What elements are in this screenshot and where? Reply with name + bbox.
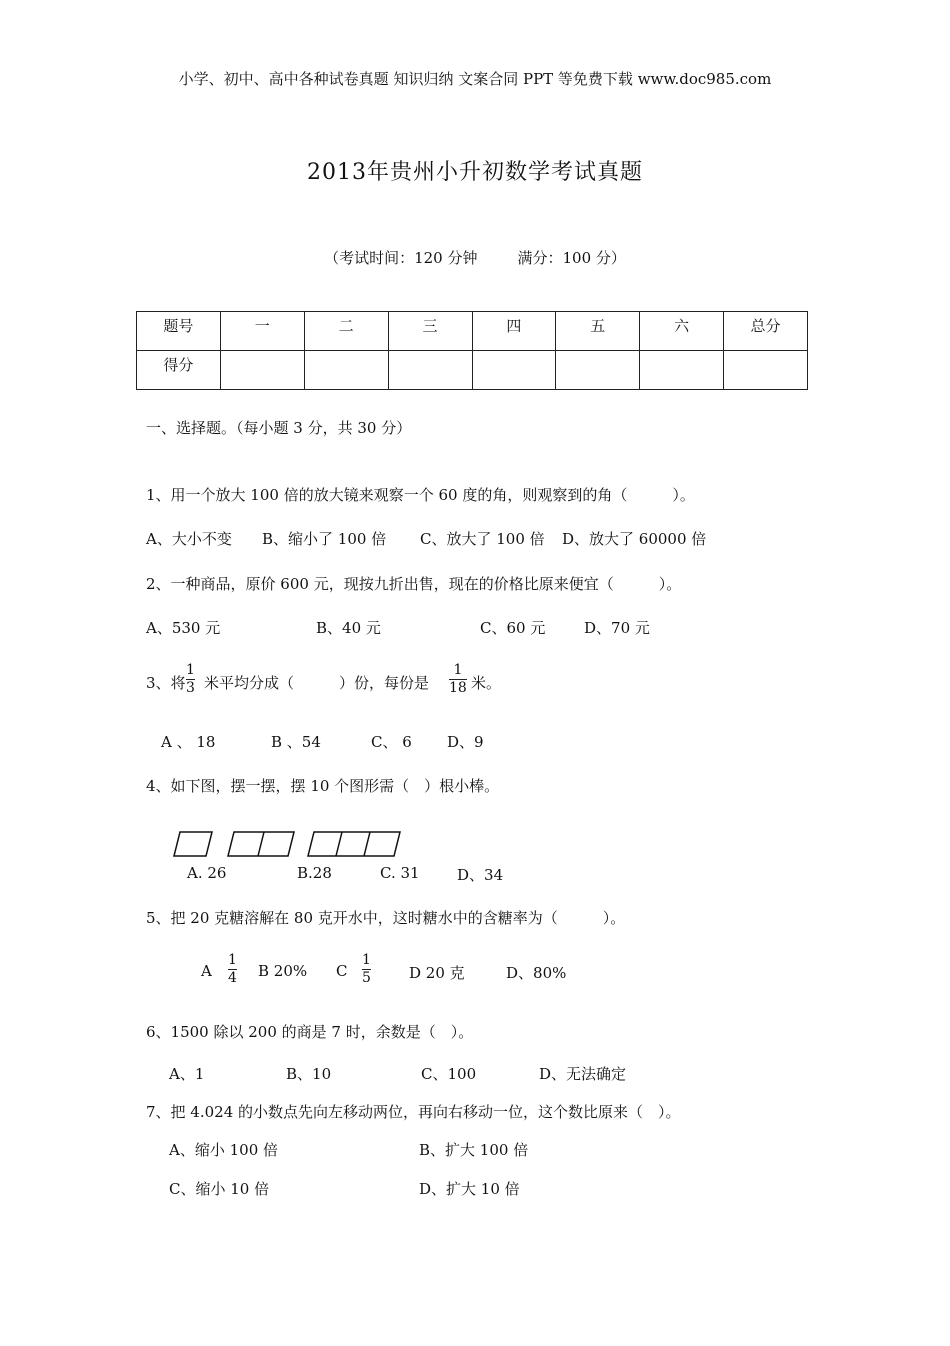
q3-fraction-2-denominator: 18: [449, 680, 467, 696]
q3-fraction-1: [186, 662, 195, 697]
q3-option-d: D、9: [447, 733, 484, 751]
q5-option-c-fraction: [362, 952, 371, 987]
q7-option-c: C、缩小 10 倍: [169, 1180, 270, 1198]
stick-line: [336, 832, 342, 856]
q3-fraction-1-denominator: 3: [186, 680, 195, 696]
score-cell: [724, 351, 808, 390]
q5-option-c: C: [336, 962, 348, 980]
q3-option-c: C、 6: [371, 733, 412, 751]
question-1: 1、用一个放大 100 倍的放大镜来观察一个 60 度的角，则观察到的角（ ）。: [146, 486, 695, 504]
exam-time: （考试时间：120 分钟: [324, 249, 478, 267]
q4-option-b: B.28: [297, 864, 332, 882]
q5-option-b: B 20%: [258, 962, 308, 980]
exam-full-score: 满分：100 分）: [517, 249, 626, 267]
score-cell: [640, 351, 724, 390]
score-head-cell: 三: [388, 312, 472, 351]
exam-meta: [0, 247, 950, 268]
score-head-cell: 题号: [137, 312, 221, 351]
q5-c-numerator: 1: [362, 952, 371, 968]
q2-option-b: B、40 元: [316, 619, 381, 637]
q3-fraction-1-numerator: 1: [186, 662, 195, 678]
q5-a-denominator: 4: [228, 970, 237, 986]
stick-line: [258, 832, 264, 856]
q6-option-b: B、10: [286, 1065, 332, 1083]
score-cell: [220, 351, 304, 390]
q7-option-a: A、缩小 100 倍: [169, 1141, 278, 1159]
q4-option-d: D、34: [457, 866, 504, 884]
question-3-pre: 3、将: [146, 674, 186, 692]
question-3-post: 米。: [471, 674, 502, 692]
q4-option-c: C. 31: [380, 864, 420, 882]
question-2: 2、一种商品，原价 600 元，现按九折出售，现在的价格比原来便宜（ ）。: [146, 575, 682, 593]
q5-option-e: D、80%: [506, 964, 567, 982]
q1-option-c: C、放大了 100 倍: [420, 530, 545, 548]
score-table: [136, 311, 808, 390]
question-3-mid: 米平均分成（ ）份，每份是: [204, 674, 430, 692]
q5-c-denominator: 5: [362, 970, 371, 986]
parallelogram-figure: [170, 828, 406, 858]
question-4: 4、如下图，摆一摆，摆 10 个图形需（ ）根小棒。: [146, 777, 500, 795]
score-cell: [388, 351, 472, 390]
q1-option-d: D、放大了 60000 倍: [562, 530, 707, 548]
q3-fraction-2-numerator: 1: [453, 662, 463, 678]
q5-a-numerator: 1: [228, 952, 237, 968]
q6-option-d: D、无法确定: [539, 1065, 627, 1083]
q1-option-a: A、大小不变: [146, 530, 232, 548]
score-table-header-row: [137, 312, 808, 351]
q5-option-d: D 20 克: [409, 964, 465, 982]
q2-option-c: C、60 元: [480, 619, 546, 637]
q6-option-a: A、1: [169, 1065, 205, 1083]
q1-option-b: B、缩小了 100 倍: [262, 530, 387, 548]
question-7: 7、把 4.024 的小数点先向左移动两位，再向右移动一位，这个数比原来（ ）。: [146, 1103, 681, 1121]
parallelogram-1: [174, 832, 212, 856]
page-header: 小学、初中、高中各种试卷真题 知识归纳 文案合同 PPT 等免费下载 www.doc985.com: [178, 70, 772, 88]
score-row-label: 得分: [137, 351, 221, 390]
q2-option-a: A、530 元: [146, 619, 221, 637]
q6-option-c: C、100: [421, 1065, 477, 1083]
q5-option-a-fraction: [228, 952, 237, 987]
score-head-cell: 四: [472, 312, 556, 351]
stick-line: [364, 832, 370, 856]
score-cell: [556, 351, 640, 390]
score-cell: [472, 351, 556, 390]
score-head-cell: 总分: [724, 312, 808, 351]
q7-option-d: D、扩大 10 倍: [419, 1180, 520, 1198]
score-head-cell: 二: [304, 312, 388, 351]
question-5: 5、把 20 克糖溶解在 80 克开水中，这时糖水中的含糖率为（ ）。: [146, 909, 626, 927]
q3-option-a: A 、 18: [161, 733, 216, 751]
q3-option-b: B 、54: [271, 733, 321, 751]
section-heading: 一、选择题。（每小题 3 分，共 30 分）: [146, 419, 412, 437]
q2-option-d: D、70 元: [584, 619, 650, 637]
question-6: 6、1500 除以 200 的商是 7 时，余数是（ ）。: [146, 1023, 474, 1041]
score-cell: [304, 351, 388, 390]
score-head-cell: 五: [556, 312, 640, 351]
score-head-cell: 六: [640, 312, 724, 351]
q5-option-a: A: [201, 962, 212, 980]
page-title: 2013年贵州小升初数学考试真题: [307, 160, 643, 185]
parallelogram-3: [308, 832, 400, 856]
score-head-cell: 一: [220, 312, 304, 351]
q7-option-b: B、扩大 100 倍: [419, 1141, 529, 1159]
score-table-score-row: [137, 351, 808, 390]
q3-fraction-2: [449, 662, 467, 697]
q4-option-a: A. 26: [187, 864, 227, 882]
